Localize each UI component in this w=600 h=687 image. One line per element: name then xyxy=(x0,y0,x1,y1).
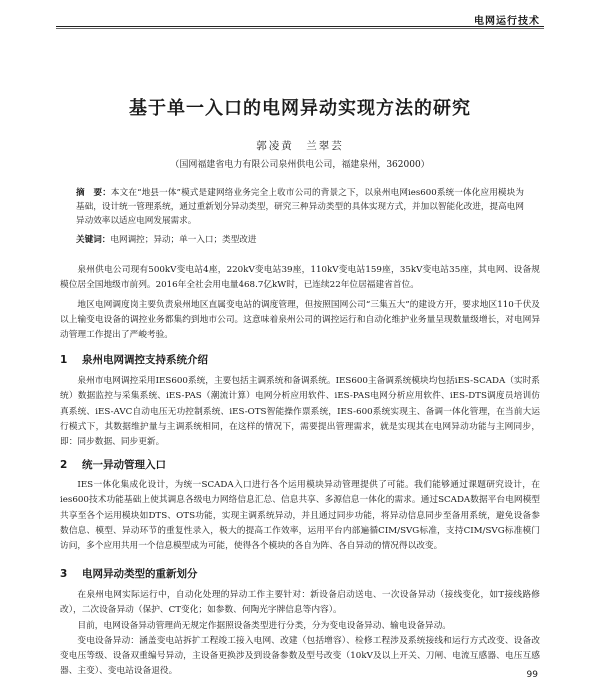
keywords xyxy=(76,233,524,247)
section-number: 2 xyxy=(60,459,68,471)
intro-block xyxy=(60,263,540,343)
section-3-paragraph-1: 在泉州电网实际运行中，自动化处理的异动工作主要针对：新设备启动送电、一次设备异动（接线变化，如T接线路修改），二次设备异动（保护、CT变化；如参数、何陶光字牌信息等内容）。 xyxy=(60,590,540,616)
section-title: 泉州电网调控支持系统介绍 xyxy=(82,354,208,366)
keywords-label: 关键词： xyxy=(76,235,111,245)
section-number: 3 xyxy=(60,568,68,580)
intro-paragraph-2: 地区电网调度岗主要负责泉州地区直属变电站的调度管理，但按照国网公司“三集五大”的建设方开，要求地区110千伏及以上输变电设备的调控业务都集约到地市公司。这意味着泉州公司的调控运行和自动化维护业务量呈现数量级增长，对电网异动管理工作提出了严峻考验。 xyxy=(60,299,540,341)
journal-tag: 电网运行技术 xyxy=(474,16,540,27)
paper-affiliation: （国网福建省电力有限公司泉州供电公司，福建泉州，362000） xyxy=(170,160,430,170)
header-rule-secondary xyxy=(56,28,544,29)
section-3-paragraph-3: 变电设备异动：涵盖变电站拆扩工程竣工接入电网、改建（包括增容）、检修工程涉及系统接线和运行方式改变、设备改变电压等级、设备双重编号异动，主设备更换涉及到设备参数及型号改变（10kV及以上开关、刀闸、电流互感器、电压互感器、主变）、变电站设备退役。 xyxy=(60,635,540,677)
abstract-text: 本文在“地县一体”模式是建网络业务完全上收市公司的背景之下，以泉州电网ies600系统一体化应用模块为基础，设计统一管理系统，通过重新划分异动类型，研究三种异动类型的具体实现方式，并加以智能化改进，提高电网异动效率以适应电网发展需求。 xyxy=(76,188,524,226)
paper-title: 基于单一入口的电网异动实现方法的研究 xyxy=(129,98,471,119)
section-title: 电网异动类型的重新划分 xyxy=(82,568,198,580)
section-2-paragraph-1: IES一体化集成化设计，为统一SCADA入口进行各个运用模块异动管理提供了可能。我们能够通过课题研究设计，在ies600技术功能基础上使其调息各级电力网络信息汇总、信息共享、多源信息一体化的需求。通过SCADA数据平台电网模型共享至各个运用模块如DTS、OTS功能，实现主调系统异动，并且通过同步功能，将异动信息同步至备用系统，避免设备参数信息、模型、异动环节的重复性录入，极大的提高工作效率，运用平台内部遍循CIM/SVG标准，支持CIM/SVG标准模门访问，多个应用共用一个信息模型成为可能，使得各个模块的各自为阵、各自异动的情况得以改变。 xyxy=(60,480,540,552)
page-number: 99 xyxy=(526,670,538,680)
intro-paragraph-1: 泉州供电公司现有500kV变电站4座，220kV变电站39座，110kV变电站159座，35kV变电站35座，其电网、设备规模位居全国地级市前列。2016年全社会用电量468.7亿kW时，已连续22年位居福建省首位。 xyxy=(60,265,540,291)
section-2-body xyxy=(60,478,540,554)
section-1-body xyxy=(60,374,540,450)
section-heading-1 xyxy=(60,352,208,367)
section-heading-3 xyxy=(60,566,198,581)
paper-authors: 郭凌黄 兰翠芸 xyxy=(256,140,344,152)
keywords-text: 电网调控；异动；单一入口；类型改进 xyxy=(110,235,257,245)
abstract-label: 摘 要： xyxy=(76,188,111,198)
section-title: 统一异动管理入口 xyxy=(82,459,166,471)
section-1-paragraph-1: 泉州市电网调控采用IES600系统，主要包括主调系统和备调系统。IES600主备调系统模块均包括iES-SCADA（实时系统）数据监控与采集系统、iES-PAS（潮流计算）电网分析应用软件、iES-PAS电网分析应用软件、iES-DTS调度员培训仿真系统、iES-AVC自动电压无功控制系统、iES-OTS智能操作票系统，IES-600系统实现主、备调一体化管理，在当前大运行模式下，其数据维护量与主调系统相同，在这样的情况下，需要提出管理需求，就是实现其在电网异动功能与主网同步，即：同步数据、同步更新。 xyxy=(60,376,540,448)
section-3-body xyxy=(60,588,540,680)
section-number: 1 xyxy=(60,354,68,366)
abstract xyxy=(76,186,524,228)
section-3-paragraph-2: 目前，电网设备异动管理尚无规定作据照设备类型进行分类，分为变电设备异动、输电设备异动。 xyxy=(77,620,451,631)
header-rule xyxy=(56,26,544,27)
section-heading-2 xyxy=(60,457,166,472)
